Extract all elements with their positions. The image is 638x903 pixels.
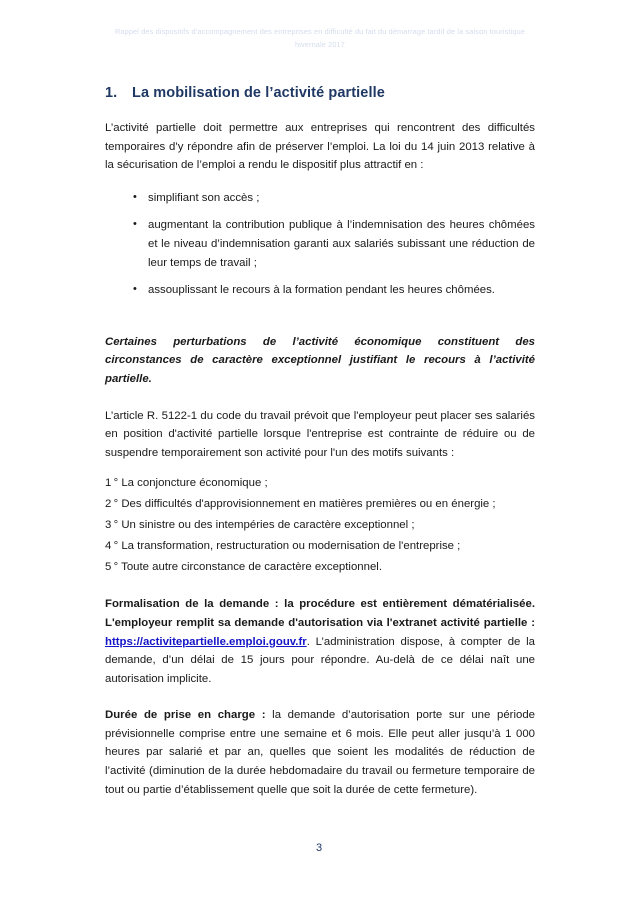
motif-item: 1 ° La conjoncture économique ;: [105, 477, 268, 490]
duree-paragraph: [105, 706, 535, 799]
spacer: [105, 578, 535, 595]
running-header: Rappel des dispositifs d’accompagnement des entreprises en difficulté du fait du démarrage tardif de la saison touristique hivernale 2017: [115, 27, 525, 49]
page-number: 3: [315, 842, 323, 854]
list-item: • augmentant la contribution publique à l’indemnisation des heures chômées et le niveau d’indemnisation garanti aux salariés subissant une réduction de leur temps de travail ;: [105, 216, 535, 272]
motif-item: 4 ° La transformation, restructuration ou modernisation de l'entreprise ;: [105, 540, 461, 553]
motifs-list: [105, 473, 535, 578]
motif-item: 5 ° Toute autre circonstance de caractère exceptionnel.: [105, 561, 383, 574]
list-item: • simplifiant son accès ;: [105, 189, 535, 208]
formalisation-paragraph: [105, 595, 535, 688]
section-title-text: La mobilisation de l’activité partielle: [132, 85, 385, 101]
motif-item: 2 ° Des difficultés d'approvisionnement en matières premières ou en énergie ;: [105, 498, 496, 511]
formalisation-lead: Formalisation de la demande : la procédure est entièrement dématérialisée. L'employeur remplit sa demande d'autorisation via l'extranet activité partielle :: [105, 598, 535, 629]
spacer: [105, 699, 535, 706]
intro-paragraph: L’activité partielle doit permettre aux entreprises qui rencontrent des difficultés temporaires d’y répondre afin de préserver l’emploi. La loi du 14 juin 2013 relative à la sécurisation de l’emploi a rendu le dispositif plus attractif en :: [105, 122, 535, 172]
list-item: • assouplissant le recours à la formation pendant les heures chômées.: [105, 281, 535, 300]
spacer: [105, 316, 535, 333]
document-body: [105, 84, 535, 810]
emphasis-paragraph: Certaines perturbations de l’activité économique constituent des circonstances de caractère exceptionnel justifiant le recours à l’activité partielle.: [105, 335, 535, 385]
spacer: [105, 400, 535, 407]
extranet-link[interactable]: https://activitepartielle.emploi.gouv.fr: [105, 635, 307, 648]
formalisation-tail: . L’administration dispose, à compter de la demande, d’un délai de 15 jours pour répondre. Au-delà de ce délai naît une autorisation implicite.: [105, 635, 535, 685]
duree-tail: la demande d’autorisation porte sur une période prévisionnelle comprise entre une semaine et 6 mois. Elle peut aller jusqu’à 1 000 heures par salarié et par an, quelles que soient les modalités de réduction de l’activité (diminution de la durée hebdomadaire du travail ou fermeture temporaire de tout ou partie d’établissement quelle que soit la durée de cette fermeture).: [105, 709, 535, 796]
duree-lead: Durée de prise en charge :: [105, 709, 266, 722]
benefits-list: [105, 189, 535, 300]
page-title: [105, 84, 535, 103]
article-paragraph: L’article R. 5122-1 du code du travail prévoit que l'employeur peut placer ses salariés en position d'activité partielle lorsque l'entreprise est contrainte de réduire ou de suspendre temporairement son activité pour l'un des motifs suivants :: [105, 409, 535, 459]
motif-item: 3 ° Un sinistre ou des intempéries de caractère exceptionnel ;: [105, 519, 415, 532]
section-number: 1.: [105, 85, 118, 101]
